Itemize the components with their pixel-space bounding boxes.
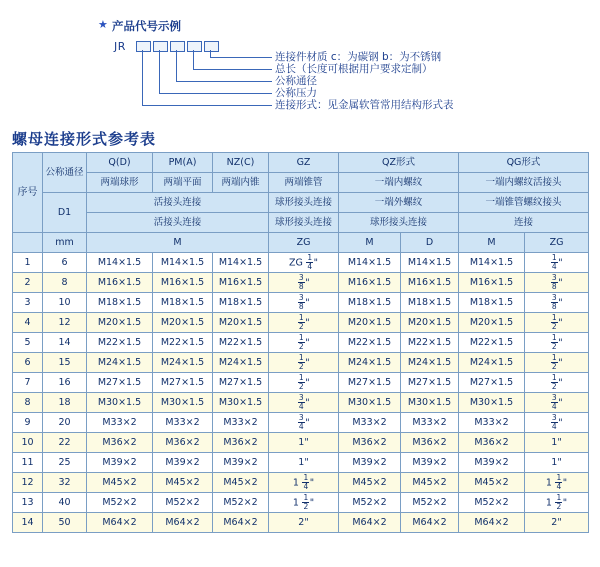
cell-q-thread: M45×2 — [87, 473, 153, 493]
cell-gz-thread: $\frac{1}{2}$ " — [269, 333, 339, 353]
cell-pm-thread: M27×1.5 — [153, 373, 213, 393]
cell-nominal-diameter: 14 — [43, 333, 87, 353]
table-row — [13, 513, 589, 533]
cell-q-thread: M64×2 — [87, 513, 153, 533]
header-unit-qz-m: M — [339, 233, 401, 253]
cell-qg-zg: 1 $\frac{1}{4}$ " — [525, 473, 589, 493]
cell-nominal-diameter: 10 — [43, 293, 87, 313]
cell-nominal-diameter: 22 — [43, 433, 87, 453]
cell-nominal-diameter: 40 — [43, 493, 87, 513]
cell-gz-thread: 1" — [269, 433, 339, 453]
star-icon: ★ — [98, 18, 108, 31]
table-row — [13, 413, 589, 433]
header-group-gz: GZ — [269, 153, 339, 173]
cell-seq: 3 — [13, 293, 43, 313]
cell-seq: 8 — [13, 393, 43, 413]
cell-q-thread: M52×2 — [87, 493, 153, 513]
cell-qz-d: M18×1.5 — [401, 293, 459, 313]
cell-qz-d: M64×2 — [401, 513, 459, 533]
cell-qg-zg: $\frac{1}{2}$ " — [525, 313, 589, 333]
cell-nz-thread: M27×1.5 — [213, 373, 269, 393]
cell-seq: 2 — [13, 273, 43, 293]
cell-qz-m: M24×1.5 — [339, 353, 401, 373]
cell-qg-m: M16×1.5 — [459, 273, 525, 293]
cell-gz-thread: $\frac{3}{8}$ " — [269, 293, 339, 313]
leader-line-h-3 — [176, 81, 272, 82]
cell-gz-thread: $\frac{1}{2}$ " — [269, 373, 339, 393]
cell-nominal-diameter: 12 — [43, 313, 87, 333]
cell-nominal-diameter: 32 — [43, 473, 87, 493]
cell-qz-d: M24×1.5 — [401, 353, 459, 373]
cell-q-thread: M30×1.5 — [87, 393, 153, 413]
cell-qz-d: M36×2 — [401, 433, 459, 453]
header-q-desc: 两端球形 — [87, 173, 153, 193]
cell-nz-thread: M16×1.5 — [213, 273, 269, 293]
cell-qg-m: M39×2 — [459, 453, 525, 473]
cell-nominal-diameter: 25 — [43, 453, 87, 473]
cell-pm-thread: M22×1.5 — [153, 333, 213, 353]
cell-nz-thread: M64×2 — [213, 513, 269, 533]
cell-qz-d: M16×1.5 — [401, 273, 459, 293]
table-row — [13, 493, 589, 513]
cell-qz-m: M52×2 — [339, 493, 401, 513]
cell-seq: 14 — [13, 513, 43, 533]
cell-nominal-diameter: 16 — [43, 373, 87, 393]
cell-q-thread: M18×1.5 — [87, 293, 153, 313]
cell-seq: 13 — [13, 493, 43, 513]
cell-nz-thread: M30×1.5 — [213, 393, 269, 413]
code-box-5 — [204, 41, 219, 52]
header-gz-desc: 两端锥管 — [269, 173, 339, 193]
table-header-row-1 — [13, 153, 589, 173]
product-code-legend — [0, 0, 600, 128]
cell-qg-zg: 2" — [525, 513, 589, 533]
cell-qg-zg: 1" — [525, 453, 589, 473]
leader-line-v-5 — [142, 50, 143, 105]
cell-nz-thread: M14×1.5 — [213, 253, 269, 273]
cell-q-thread: M27×1.5 — [87, 373, 153, 393]
leader-line-h-4 — [159, 93, 272, 94]
cell-gz-thread: 1" — [269, 453, 339, 473]
cell-qz-m: M20×1.5 — [339, 313, 401, 333]
cell-qg-zg: $\frac{1}{2}$ " — [525, 333, 589, 353]
cell-gz-thread: 1 $\frac{1}{4}$ " — [269, 473, 339, 493]
cell-nz-thread: M18×1.5 — [213, 293, 269, 313]
header-qz-desc-b: 一端外螺纹 — [339, 193, 459, 213]
cell-nominal-diameter: 50 — [43, 513, 87, 533]
cell-qz-d: M52×2 — [401, 493, 459, 513]
table-header-row-4 — [13, 213, 589, 233]
cell-qg-zg: 1 $\frac{1}{2}$ " — [525, 493, 589, 513]
table-row — [13, 393, 589, 413]
cell-nominal-diameter: 18 — [43, 393, 87, 413]
table-row — [13, 373, 589, 393]
cell-pm-thread: M14×1.5 — [153, 253, 213, 273]
cell-qg-m: M45×2 — [459, 473, 525, 493]
table-header-row-units — [13, 233, 589, 253]
cell-pm-thread: M18×1.5 — [153, 293, 213, 313]
table-row — [13, 313, 589, 333]
cell-qg-m: M33×2 — [459, 413, 525, 433]
table-row — [13, 433, 589, 453]
code-box-3 — [170, 41, 185, 52]
header-seq: 序号 — [13, 153, 43, 233]
cell-qg-zg: 1" — [525, 433, 589, 453]
cell-qz-m: M30×1.5 — [339, 393, 401, 413]
leader-line-h-5 — [142, 105, 272, 106]
cell-nz-thread: M45×2 — [213, 473, 269, 493]
page-title: 螺母连接形式参考表 — [12, 130, 157, 148]
cell-seq: 9 — [13, 413, 43, 433]
header-unit-qg-m: M — [459, 233, 525, 253]
cell-pm-thread: M33×2 — [153, 413, 213, 433]
leader-line-h-1 — [210, 57, 272, 58]
cell-q-thread: M39×2 — [87, 453, 153, 473]
legend-item-material: 连接件材质 c：为碳钢 b：为不锈钢 — [275, 51, 442, 63]
header-group-q: Q(D) — [87, 153, 153, 173]
legend-item-nominal-diameter: 公称通径 — [275, 75, 317, 87]
cell-qz-m: M33×2 — [339, 413, 401, 433]
cell-q-thread: M16×1.5 — [87, 273, 153, 293]
table-header-row-2 — [13, 173, 589, 193]
cell-qz-m: M18×1.5 — [339, 293, 401, 313]
header-pm-desc: 两端平面 — [153, 173, 213, 193]
header-d1: D1 — [43, 193, 87, 233]
code-prefix: JR — [114, 40, 126, 53]
cell-qz-m: M45×2 — [339, 473, 401, 493]
header-qg-desc-b: 一端锥管螺纹接头 — [459, 193, 589, 213]
header-qz-desc-a: 一端内螺纹 — [339, 173, 459, 193]
table-header-row-3 — [13, 193, 589, 213]
table-row — [13, 333, 589, 353]
cell-qg-zg: $\frac{3}{8}$ " — [525, 293, 589, 313]
cell-qg-zg: $\frac{3}{4}$ " — [525, 413, 589, 433]
cell-qz-m: M39×2 — [339, 453, 401, 473]
cell-gz-thread: $\frac{1}{2}$ " — [269, 353, 339, 373]
header-group-pm: PM(A) — [153, 153, 213, 173]
header-unit-m: M — [87, 233, 269, 253]
leader-line-v-4 — [159, 50, 160, 93]
cell-qg-zg: $\frac{1}{4}$ " — [525, 253, 589, 273]
cell-qg-zg: $\frac{1}{2}$ " — [525, 373, 589, 393]
cell-pm-thread: M30×1.5 — [153, 393, 213, 413]
code-box-2 — [153, 41, 168, 52]
leader-line-v-2 — [193, 50, 194, 69]
cell-nominal-diameter: 6 — [43, 253, 87, 273]
cell-qg-m: M18×1.5 — [459, 293, 525, 313]
cell-q-thread: M20×1.5 — [87, 313, 153, 333]
cell-qg-m: M24×1.5 — [459, 353, 525, 373]
cell-q-thread: M24×1.5 — [87, 353, 153, 373]
header-gz-joint: 球形接头连接 — [269, 213, 339, 233]
cell-seq: 4 — [13, 313, 43, 333]
table-row — [13, 453, 589, 473]
cell-qz-m: M22×1.5 — [339, 333, 401, 353]
cell-seq: 7 — [13, 373, 43, 393]
cell-qz-m: M14×1.5 — [339, 253, 401, 273]
header-qpmnz-joint: 活接头连接 — [87, 213, 269, 233]
cell-qz-d: M45×2 — [401, 473, 459, 493]
legend-title: 产品代号示例 — [112, 19, 181, 33]
legend-item-connection-type: 连接形式：见金属软管常用结构形式表 — [275, 99, 454, 111]
cell-q-thread: M22×1.5 — [87, 333, 153, 353]
cell-qz-d: M22×1.5 — [401, 333, 459, 353]
cell-nz-thread: M22×1.5 — [213, 333, 269, 353]
header-unit-qg-zg: ZG — [525, 233, 589, 253]
cell-qz-m: M16×1.5 — [339, 273, 401, 293]
cell-qg-m: M27×1.5 — [459, 373, 525, 393]
cell-nz-thread: M39×2 — [213, 453, 269, 473]
cell-nz-thread: M36×2 — [213, 433, 269, 453]
cell-gz-thread: 1 $\frac{1}{2}$ " — [269, 493, 339, 513]
header-nz-desc: 两端内锥 — [213, 173, 269, 193]
cell-nz-thread: M33×2 — [213, 413, 269, 433]
leader-line-v-1 — [210, 50, 211, 57]
table-row — [13, 253, 589, 273]
header-group-qg: QG形式 — [459, 153, 589, 173]
cell-qg-zg: $\frac{3}{4}$ " — [525, 393, 589, 413]
nut-connection-reference-table — [12, 152, 589, 533]
cell-seq: 10 — [13, 433, 43, 453]
cell-seq: 12 — [13, 473, 43, 493]
cell-pm-thread: M16×1.5 — [153, 273, 213, 293]
cell-pm-thread: M20×1.5 — [153, 313, 213, 333]
header-qz-joint: 球形接头连接 — [339, 213, 459, 233]
code-box-1 — [136, 41, 151, 52]
cell-gz-thread: $\frac{3}{4}$ " — [269, 413, 339, 433]
header-group-nz: NZ(C) — [213, 153, 269, 173]
cell-qz-d: M33×2 — [401, 413, 459, 433]
table-row — [13, 473, 589, 493]
cell-q-thread: M14×1.5 — [87, 253, 153, 273]
cell-pm-thread: M36×2 — [153, 433, 213, 453]
cell-pm-thread: M64×2 — [153, 513, 213, 533]
header-nominal-diameter: 公称通径 — [43, 153, 87, 193]
header-group-qz: QZ形式 — [339, 153, 459, 173]
header-gz-connection: 球形接头连接 — [269, 193, 339, 213]
cell-qg-m: M22×1.5 — [459, 333, 525, 353]
cell-seq: 11 — [13, 453, 43, 473]
cell-nominal-diameter: 15 — [43, 353, 87, 373]
cell-qg-zg: $\frac{3}{8}$ " — [525, 273, 589, 293]
cell-gz-thread: $\frac{3}{8}$ " — [269, 273, 339, 293]
header-unit-qz-d: D — [401, 233, 459, 253]
cell-gz-thread: $\frac{1}{2}$ " — [269, 313, 339, 333]
leader-line-h-2 — [193, 69, 272, 70]
cell-nz-thread: M20×1.5 — [213, 313, 269, 333]
table-row — [13, 273, 589, 293]
cell-gz-thread: $\frac{3}{4}$ " — [269, 393, 339, 413]
cell-nominal-diameter: 8 — [43, 273, 87, 293]
cell-qz-d: M39×2 — [401, 453, 459, 473]
header-unit-zg: ZG — [269, 233, 339, 253]
legend-item-nominal-pressure: 公称压力 — [275, 87, 317, 99]
cell-qz-d: M30×1.5 — [401, 393, 459, 413]
cell-pm-thread: M45×2 — [153, 473, 213, 493]
cell-nz-thread: M52×2 — [213, 493, 269, 513]
cell-q-thread: M33×2 — [87, 413, 153, 433]
cell-qz-m: M27×1.5 — [339, 373, 401, 393]
table-row — [13, 353, 589, 373]
cell-q-thread: M36×2 — [87, 433, 153, 453]
cell-pm-thread: M39×2 — [153, 453, 213, 473]
cell-nominal-diameter: 20 — [43, 413, 87, 433]
cell-qg-m: M52×2 — [459, 493, 525, 513]
cell-qz-m: M36×2 — [339, 433, 401, 453]
table-row — [13, 293, 589, 313]
code-box-4 — [187, 41, 202, 52]
table-body — [13, 253, 589, 533]
cell-qg-m: M20×1.5 — [459, 313, 525, 333]
cell-qz-m: M64×2 — [339, 513, 401, 533]
cell-qz-d: M27×1.5 — [401, 373, 459, 393]
cell-qg-zg: $\frac{1}{2}$ " — [525, 353, 589, 373]
cell-qg-m: M14×1.5 — [459, 253, 525, 273]
cell-gz-thread: ZG $\frac{1}{4}$ " — [269, 253, 339, 273]
cell-qg-m: M30×1.5 — [459, 393, 525, 413]
header-qpmnz-connection: 活接头连接 — [87, 193, 269, 213]
cell-qg-m: M36×2 — [459, 433, 525, 453]
cell-seq: 5 — [13, 333, 43, 353]
cell-pm-thread: M24×1.5 — [153, 353, 213, 373]
cell-nz-thread: M24×1.5 — [213, 353, 269, 373]
header-units-blank — [13, 233, 43, 253]
cell-qz-d: M20×1.5 — [401, 313, 459, 333]
cell-pm-thread: M52×2 — [153, 493, 213, 513]
cell-seq: 1 — [13, 253, 43, 273]
legend-item-total-length: 总长（长度可根据用户要求定制） — [275, 63, 433, 75]
leader-line-v-3 — [176, 50, 177, 81]
cell-gz-thread: 2" — [269, 513, 339, 533]
header-unit-mm: mm — [43, 233, 87, 253]
cell-qg-m: M64×2 — [459, 513, 525, 533]
header-qg-joint: 连接 — [459, 213, 589, 233]
cell-qz-d: M14×1.5 — [401, 253, 459, 273]
header-qg-desc-a: 一端内螺纹活接头 — [459, 173, 589, 193]
cell-seq: 6 — [13, 353, 43, 373]
